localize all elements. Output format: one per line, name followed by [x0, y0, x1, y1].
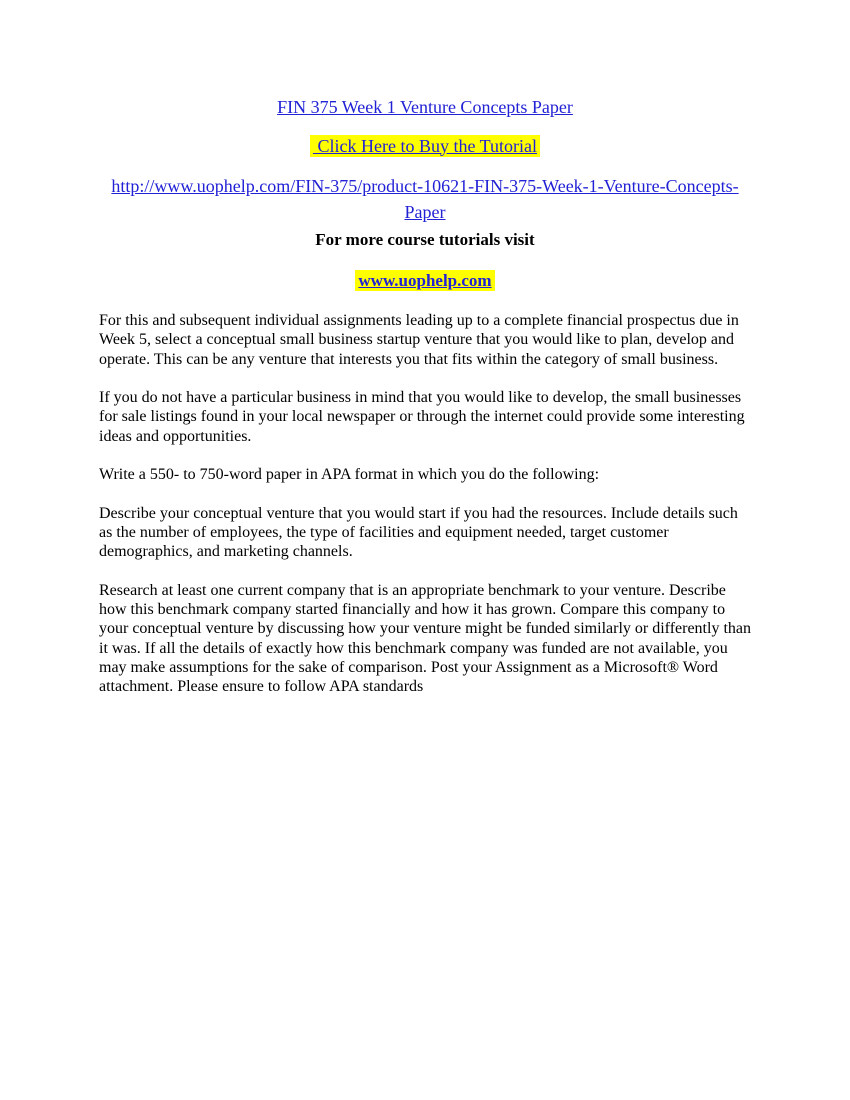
paragraph-describe-venture: Describe your conceptual venture that you would start if you had the resources. Include details such as the number of employees, the type of facilities and equipment needed, target customer demographics, and marketing channels. — [99, 504, 738, 561]
paragraph-write-instructions: Write a 550- to 750-word paper in APA format in which you do the following: — [99, 466, 600, 484]
buy-tutorial-line — [99, 136, 751, 158]
uophelp-site-link[interactable]: www.uophelp.com — [355, 270, 494, 291]
product-url-line — [103, 173, 748, 225]
buy-tutorial-link[interactable]: Click Here to Buy the Tutorial — [310, 135, 540, 157]
title-link[interactable]: FIN 375 Week 1 Venture Concepts Paper — [277, 97, 573, 117]
paragraph-business-ideas: If you do not have a particular business in mind that you would like to develop, the small businesses for sale listings found in your local newspaper or through the internet could provide some interesting ideas and opportunities. — [99, 389, 745, 445]
document-page — [99, 0, 751, 697]
paragraph-intro: For this and subsequent individual assignments leading up to a complete financial prospectus due in Week 5, select a conceptual small business startup venture that you would like to plan, develop and operate. This can be any venture that interests you that fits within the category of small business. — [99, 312, 739, 368]
more-tutorials-text: For more course tutorials visit — [315, 230, 535, 250]
document-body — [99, 311, 751, 697]
document-title — [99, 97, 751, 119]
product-url-link[interactable]: http://www.uophelp.com/FIN-375/product-10621-FIN-375-Week-1-Venture-Concepts-Paper — [111, 176, 739, 223]
paragraph-research-benchmark: Research at least one current company that is an appropriate benchmark to your venture. Describe how this benchmark company started financially and how it has grown. Compare this company to your conceptual venture by discussing how your venture might be funded similarly or differently than it was. If all the details of exactly how this benchmark company was funded are not available, you may make assumptions for the sake of comparison. Post your Assignment as a Microsoft® Word attachment. Please ensure to follow APA standards — [99, 581, 751, 696]
site-link-line — [99, 270, 751, 291]
